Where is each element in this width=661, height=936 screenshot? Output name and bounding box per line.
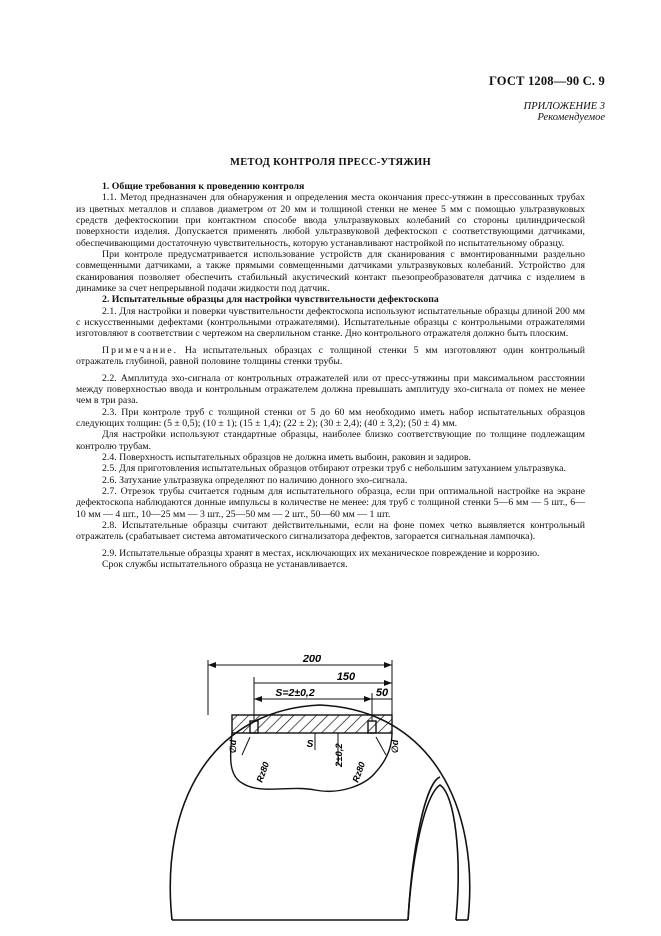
appendix-number: ПРИЛОЖЕНИЕ 3 [523, 101, 605, 112]
dimension-mid: 150 [336, 671, 356, 683]
page-header: ГОСТ 1208—90 С. 9 [488, 74, 605, 88]
document-body [76, 181, 585, 570]
appendix-label [524, 101, 605, 123]
page-title: МЕТОД КОНТРОЛЯ ПРЕСС-УТЯЖИН [230, 157, 431, 168]
dimension-s: S [306, 739, 314, 750]
diameter-right: ∅d [390, 739, 400, 753]
pipe-outline [170, 705, 469, 920]
appendix-note: Рекомендуемое [537, 112, 605, 123]
paragraph: 2.1. Для настройки и поверки чувствительности дефектоскопа используют испытательные образцы длиной 200 мм с искусственными дефектами (контрольными отражателями). Испытательные образцы с контрольными отражателями изготовляют в соответствии с чертежом на сверлильном станке. Дно контрольного отражателя должно быть плоским. [76, 305, 585, 340]
note-label: Примечание. [102, 344, 179, 356]
paragraph: При контроле предусматривается использование устройств для сканирования с вмонтированными раздельно совмещенными датчиками, а также прямыми совмещенными датчиками ультразвуковых колебаний. Устройство для сканирования позволяет обеспечить стабильный акустический контакт пьезопреобразователя датчика с изделием в динамике за счет непрерывной подачи жидкости под датчик. [76, 249, 585, 295]
roughness-left: Rz80 [254, 760, 272, 784]
dimension-tolerance: 2±0,2 [334, 743, 345, 767]
paragraph: 2.3. При контроле труб с толщиной стенки от 5 до 60 мм необходимо иметь набор испытательных образцов следующих толщин: (5 ± 0,5); (10 ± 1); (15 ± 1,4); (22 ± 2); (30 ± 2,4); (40 ± 3,2); (50 ± 4) мм. [76, 406, 585, 429]
note-paragraph [76, 345, 585, 368]
paragraph: 2.9. Испытательные образцы хранят в местах, исключающих их механическое повреждение и коррозию. [102, 547, 540, 559]
section-heading: 1. Общие требования к проведению контроля [102, 181, 305, 192]
test-sample-drawing [150, 655, 490, 925]
paragraph: 2.8. Испытательные образцы считают действительными, если на фоне помех четко выявляется контрольный отражатель (срабатывает система автоматического сигнализатора дефектов, загорается сигнальная лампочка). [76, 519, 585, 543]
paragraph: 2.5. Для приготовления испытательных образцов отбирают отрезки труб с небольшим затуханием ультразвука. [102, 463, 566, 475]
paragraph: Срок службы испытательного образца не устанавливается. [102, 559, 348, 570]
dimension-total: 200 [302, 655, 322, 665]
paragraph: 2.7. Отрезок трубы считается годным для испытательного образца, если при оптимальной настройке на экране дефектоскопа наблюдаются донные импульсы в количестве не менее: для труб с толщиной стенки 5—6 мм — 5 шт., 6—10 мм — 4 шт., 10—25 мм — 3 шт., 25—50 мм — 2 шт., 50—60 мм — 1 шт. [76, 485, 585, 520]
diameter-left: ∅d [228, 739, 238, 753]
dimension-short: 50 [375, 687, 389, 699]
note-text: На испытательных образцах с толщиной стенки 5 мм изготовляют один контрольный отражатель глубиной, равной половине толщины стенки трубы. [76, 344, 585, 368]
paragraph: 2.2. Амплитуда эхо-сигнала от контрольных отражателей или от пресс-утяжины при максимальном расстоянии между поверхностью ввода и контрольным отражателем должна превышать амплитуду эхо-сигнала от помех не менее чем в три раза. [76, 372, 585, 407]
section-heading: 2. Испытательные образцы для настройки чувствительности дефектоскопа [102, 294, 439, 306]
roughness-right: Rz80 [350, 760, 368, 784]
paragraph: 1.1. Метод предназначен для обнаружения и определения места окончания пресс-утяжин в прессованных трубах из цветных металлов и сплавов диаметром от 20 мм и толщиной стенки не менее 5 мм с помощью ультразвуковых средств дефектоскопии при контактном способе ввода ультразвуковых колебаний со стороны цилиндрической поверхности изделия. Допускается применять любой ультразвуковой дефектоскоп с соответствующими датчиками, обеспечивающими достаточную чувствительность, которую устанавливают настройкой по испытательному образцу. [76, 192, 585, 249]
paragraph: 2.4. Поверхность испытательных образцов не должна иметь выбоин, раковин и задиров. [102, 451, 471, 463]
paragraph: Для настройки используют стандартные образцы, наиболее близко соответствующие по толщине подлежащим контролю трубам. [76, 429, 585, 452]
paragraph: 2.6. Затухание ультразвука определяют по наличию донного эхо-сигнала. [102, 474, 408, 486]
dimension-wall: S=2±0,2 [275, 687, 315, 699]
